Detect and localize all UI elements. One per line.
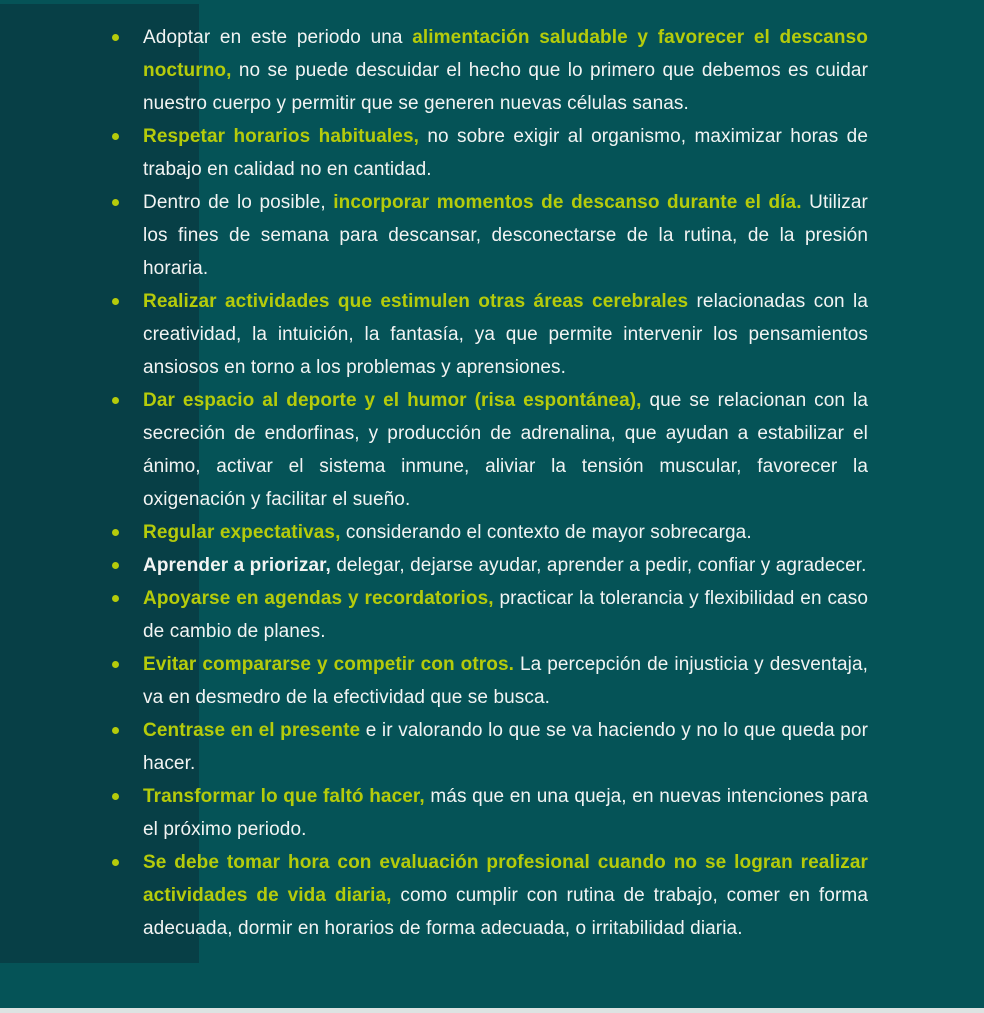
bottom-bar [0, 1008, 984, 1013]
item-text [143, 384, 868, 516]
highlighted-phrase: Realizar actividades que estimulen otras áreas cerebrales [143, 291, 689, 312]
list-item [112, 384, 868, 516]
body-text: e ir valorando lo que se va haciendo y no lo que queda por hacer. [143, 720, 869, 774]
bullet-list [112, 21, 868, 945]
body-text: Dentro de lo posible, [143, 192, 334, 213]
list-item [112, 120, 868, 186]
item-text [143, 648, 868, 714]
body-text: Adoptar en este periodo una [143, 27, 413, 48]
highlighted-phrase: Se debe tomar hora con evaluación profesional cuando no se logran realizar actividades de vida diaria, [143, 852, 868, 906]
slide-content [112, 21, 868, 945]
list-item [112, 780, 868, 846]
highlighted-phrase: Transformar lo que faltó hacer, [143, 786, 425, 807]
list-item [112, 648, 868, 714]
item-text [143, 549, 868, 582]
list-item [112, 21, 868, 120]
body-text: como cumplir con rutina de trabajo, comer en forma adecuada, dormir en horarios de forma adecuada, o irritabilidad diaria. [143, 885, 868, 939]
list-item [112, 714, 868, 780]
highlighted-phrase: Centrase en el presente [143, 720, 361, 741]
highlighted-phrase: Regular expectativas, [143, 522, 341, 543]
bullet-icon [112, 562, 119, 569]
bullet-icon [112, 661, 119, 668]
highlighted-phrase: incorporar momentos de descanso durante el día. [333, 192, 802, 213]
item-text [143, 21, 868, 120]
list-item [112, 846, 868, 945]
bold-phrase: Aprender a priorizar, [143, 555, 331, 576]
list-item [112, 285, 868, 384]
bullet-icon [112, 298, 119, 305]
bullet-icon [112, 859, 119, 866]
body-text: no sobre exigir al organismo, maximizar horas de trabajo en calidad no en cantidad. [143, 126, 868, 180]
bullet-icon [112, 595, 119, 602]
item-text [143, 582, 868, 648]
item-text [143, 120, 868, 186]
highlighted-phrase: Respetar horarios habituales, [143, 126, 419, 147]
body-text: practicar la tolerancia y flexibilidad en caso de cambio de planes. [143, 588, 868, 642]
body-text: considerando el contexto de mayor sobrecarga. [340, 522, 752, 543]
item-text [143, 780, 868, 846]
body-text: Utilizar los fines de semana para descansar, desconectarse de la rutina, de la presión horaria. [143, 192, 868, 279]
bullet-icon [112, 529, 119, 536]
item-text [143, 285, 868, 384]
bullet-icon [112, 34, 119, 41]
body-text: La percepción de injusticia y desventaja, va en desmedro de la efectividad que se busca. [143, 654, 868, 708]
list-item [112, 186, 868, 285]
bullet-icon [112, 133, 119, 140]
body-text: que se relacionan con la secreción de endorfinas, y producción de adrenalina, que ayudan a estabilizar el ánimo, activar el sistema inmune, aliviar la tensión muscular, favorecer la oxigenación y facilitar el sueño. [143, 390, 868, 510]
bullet-icon [112, 727, 119, 734]
item-text [143, 846, 868, 945]
list-item [112, 582, 868, 648]
highlighted-phrase: Evitar compararse y competir con otros. [143, 654, 514, 675]
bullet-icon [112, 793, 119, 800]
body-text: delegar, dejarse ayudar, aprender a pedir, confiar y agradecer. [330, 555, 867, 576]
body-text: más que en una queja, en nuevas intenciones para el próximo periodo. [143, 786, 868, 840]
list-item [112, 549, 868, 582]
item-text [143, 516, 868, 549]
body-text: no se puede descuidar el hecho que lo primero que debemos es cuidar nuestro cuerpo y permitir que se generen nuevas células sanas. [143, 60, 868, 114]
highlighted-phrase: alimentación saludable y favorecer el descanso nocturno, [143, 27, 868, 81]
highlighted-phrase: Apoyarse en agendas y recordatorios, [143, 588, 494, 609]
bullet-icon [112, 397, 119, 404]
item-text [143, 714, 868, 780]
highlighted-phrase: Dar espacio al deporte y el humor (risa espontánea), [143, 390, 642, 411]
bullet-icon [112, 199, 119, 206]
list-item [112, 516, 868, 549]
item-text [143, 186, 868, 285]
body-text: relacionadas con la creatividad, la intuición, la fantasía, ya que permite intervenir los pensamientos ansiosos en torno a los problemas y aprensiones. [143, 291, 868, 378]
